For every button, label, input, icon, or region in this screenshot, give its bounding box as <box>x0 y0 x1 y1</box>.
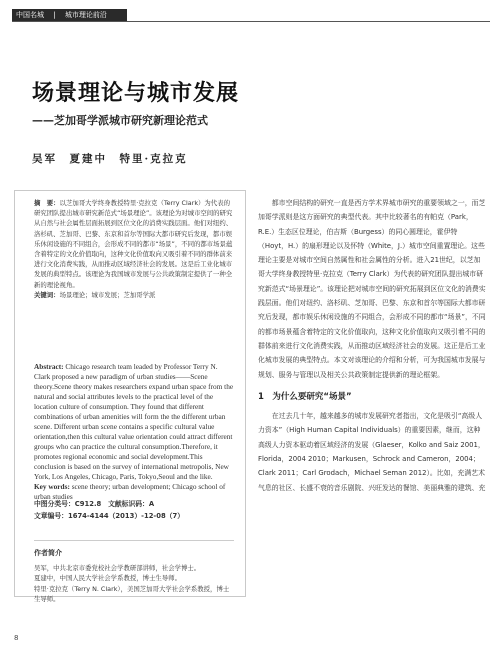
abstract-en <box>34 362 234 502</box>
column-name: 城市理论前沿 <box>64 11 107 19</box>
journal-name: 中国名城 <box>16 11 44 19</box>
right-column <box>258 196 486 495</box>
section-heading: 1 为什么要研究“场景” <box>258 391 352 402</box>
author-info-label: 作者简介 <box>34 549 62 557</box>
keywords-cn-label: 关键词： <box>34 290 60 299</box>
author-info-line: 特里·克拉克（Terry N. Clark），美国芝加哥大学社会学系教授，博士生导师。 <box>34 584 230 603</box>
author-names: 吴军 夏建中 特里·克拉克 <box>32 153 188 165</box>
author-info-line: 吴军，中共北京市委党校社会学教研部讲师，社会学博士。 <box>34 564 201 573</box>
header-rule <box>12 21 490 22</box>
article-subtitle: ——芝加哥学派城市研究新理论范式 <box>32 114 208 127</box>
journal-header: 中国名城 | 城市理论前沿 <box>12 9 127 21</box>
keywords-en-label: Key words: <box>34 482 70 491</box>
author-info <box>34 548 234 604</box>
page-number: 8 <box>14 634 19 642</box>
article-number: 文章编号：1674-4144（2013）-12-08（7） <box>34 512 185 520</box>
abstract-en-text: Chicago research team leaded by Professor Terry N. Clark proposed a new paradigm of urban studies——Scene theory.Scene theory makes researchers expand urban space from the natural and social attributes levels to the practical level of the location culture of consumption. They found that different combinations of urban amenities will form the the different urban scene. Different urban scene contains a specific cultural value orientation,then this cultural value orientation could attract different groups who can practice the cultural consumption.Therefore, it promotes regional economic and social development.This conclusion is based on the survey of international metropolis, New York, Los Angeles, Chicago, Paris, Tokyo,Seoul and the like. <box>34 362 234 481</box>
clc-number: 中图分类号：C912.8 文献标识码：A <box>34 500 155 508</box>
abstract-cn <box>34 198 234 300</box>
keywords-cn-text: 场景理论；城市发展；芝加哥学派 <box>59 290 156 299</box>
classification <box>34 498 234 522</box>
abstract-cn-text: 以芝加哥大学终身教授特里·克拉克（Terry Clark）为代表的研究团队提出城市研究新范式“场景理论”。该理论为对城市空间的研究从自然与社会属性层面拓展到区位文化的消费实践层面。他们对纽约、洛杉矶、芝加哥、巴黎、东京和首尔等国际大都市研究后发现，都市娱乐休闲设施的不同组合，会形成不同的都市“场景”，不同的都市场景蕴含着特定的文化价值取向，这种文化价值取向又吸引着不同的群体前来进行文化消费实践，从而推动区域经济社会的发展。这是后工业化城市发展的典型特点。该理论为我国城市发展与公共政策制定提供了一种全新的理论视角。 <box>34 199 233 289</box>
author-info-divider <box>34 540 234 541</box>
intro-paragraph: 都市空间结构的研究一直是西方学术界城市研究的重要领域之一，而芝加哥学派则是这方面研究的典型代表。其中比较著名的有帕克（Park，R.E.）生态区位理论，伯吉斯（Burgess）的同心圆理论，霍伊特（Hoyt，H.）的扇形理论以及怀特（White，J.）城市空间重置理论。这些理论主要是对城市空间自然属性和社会属性的分析。进入21世纪，以芝加哥大学终身教授特里·克拉克（Terry Clark）为代表的研究团队提出城市研究新范式“场景理论”。该理论把对城市空间的研究拓展到区位文化的消费实践层面。他们对纽约、洛杉矶、芝加哥、巴黎、东京和首尔等国际大都市研究后发现，都市娱乐休闲设施的不同组合，会形成不同的都市“场景”，不同的都市场景蕴含着特定的文化价值取向，这种文化价值取向又吸引着不同的群体前来进行文化消费实践，从而推动区域经济社会的发展。这正是后工业化城市发展的典型特点。本文对该理论的介绍和分析，可为我国城市发展与规划、服务与管理以及相关公共政策制定提供新的理论框架。 <box>258 199 486 379</box>
abstract-en-label: Abstract: <box>34 362 64 371</box>
section-paragraph: 在过去几十年，越来越多的城市发展研究者指出，文化是吸引“高级人力资本”（High Human Capital Individuals）的重要因素，继而，这种高级人力资本驱动着区域经济的发展（Glaeser，Kolko and Saiz 2001，Florida，2004 2010；Markusen，Schrock and Cameron，2004；Clark 2011；Carl Grodach，Michael Seman 2012）。比如，充满艺术气息的社区、长盛不衰的音乐剧院、兴旺发达的餐馆、美丽典雅的建筑、充 <box>258 412 486 492</box>
article-title: 场景理论与城市发展 <box>32 80 240 106</box>
author-info-line: 夏建中，中国人民大学社会学系教授，博士生导师。 <box>34 574 181 583</box>
keywords-en-text: scene theory; urban development; Chicago school of urban studies <box>34 482 226 501</box>
abstract-cn-label: 摘 要： <box>34 199 60 207</box>
